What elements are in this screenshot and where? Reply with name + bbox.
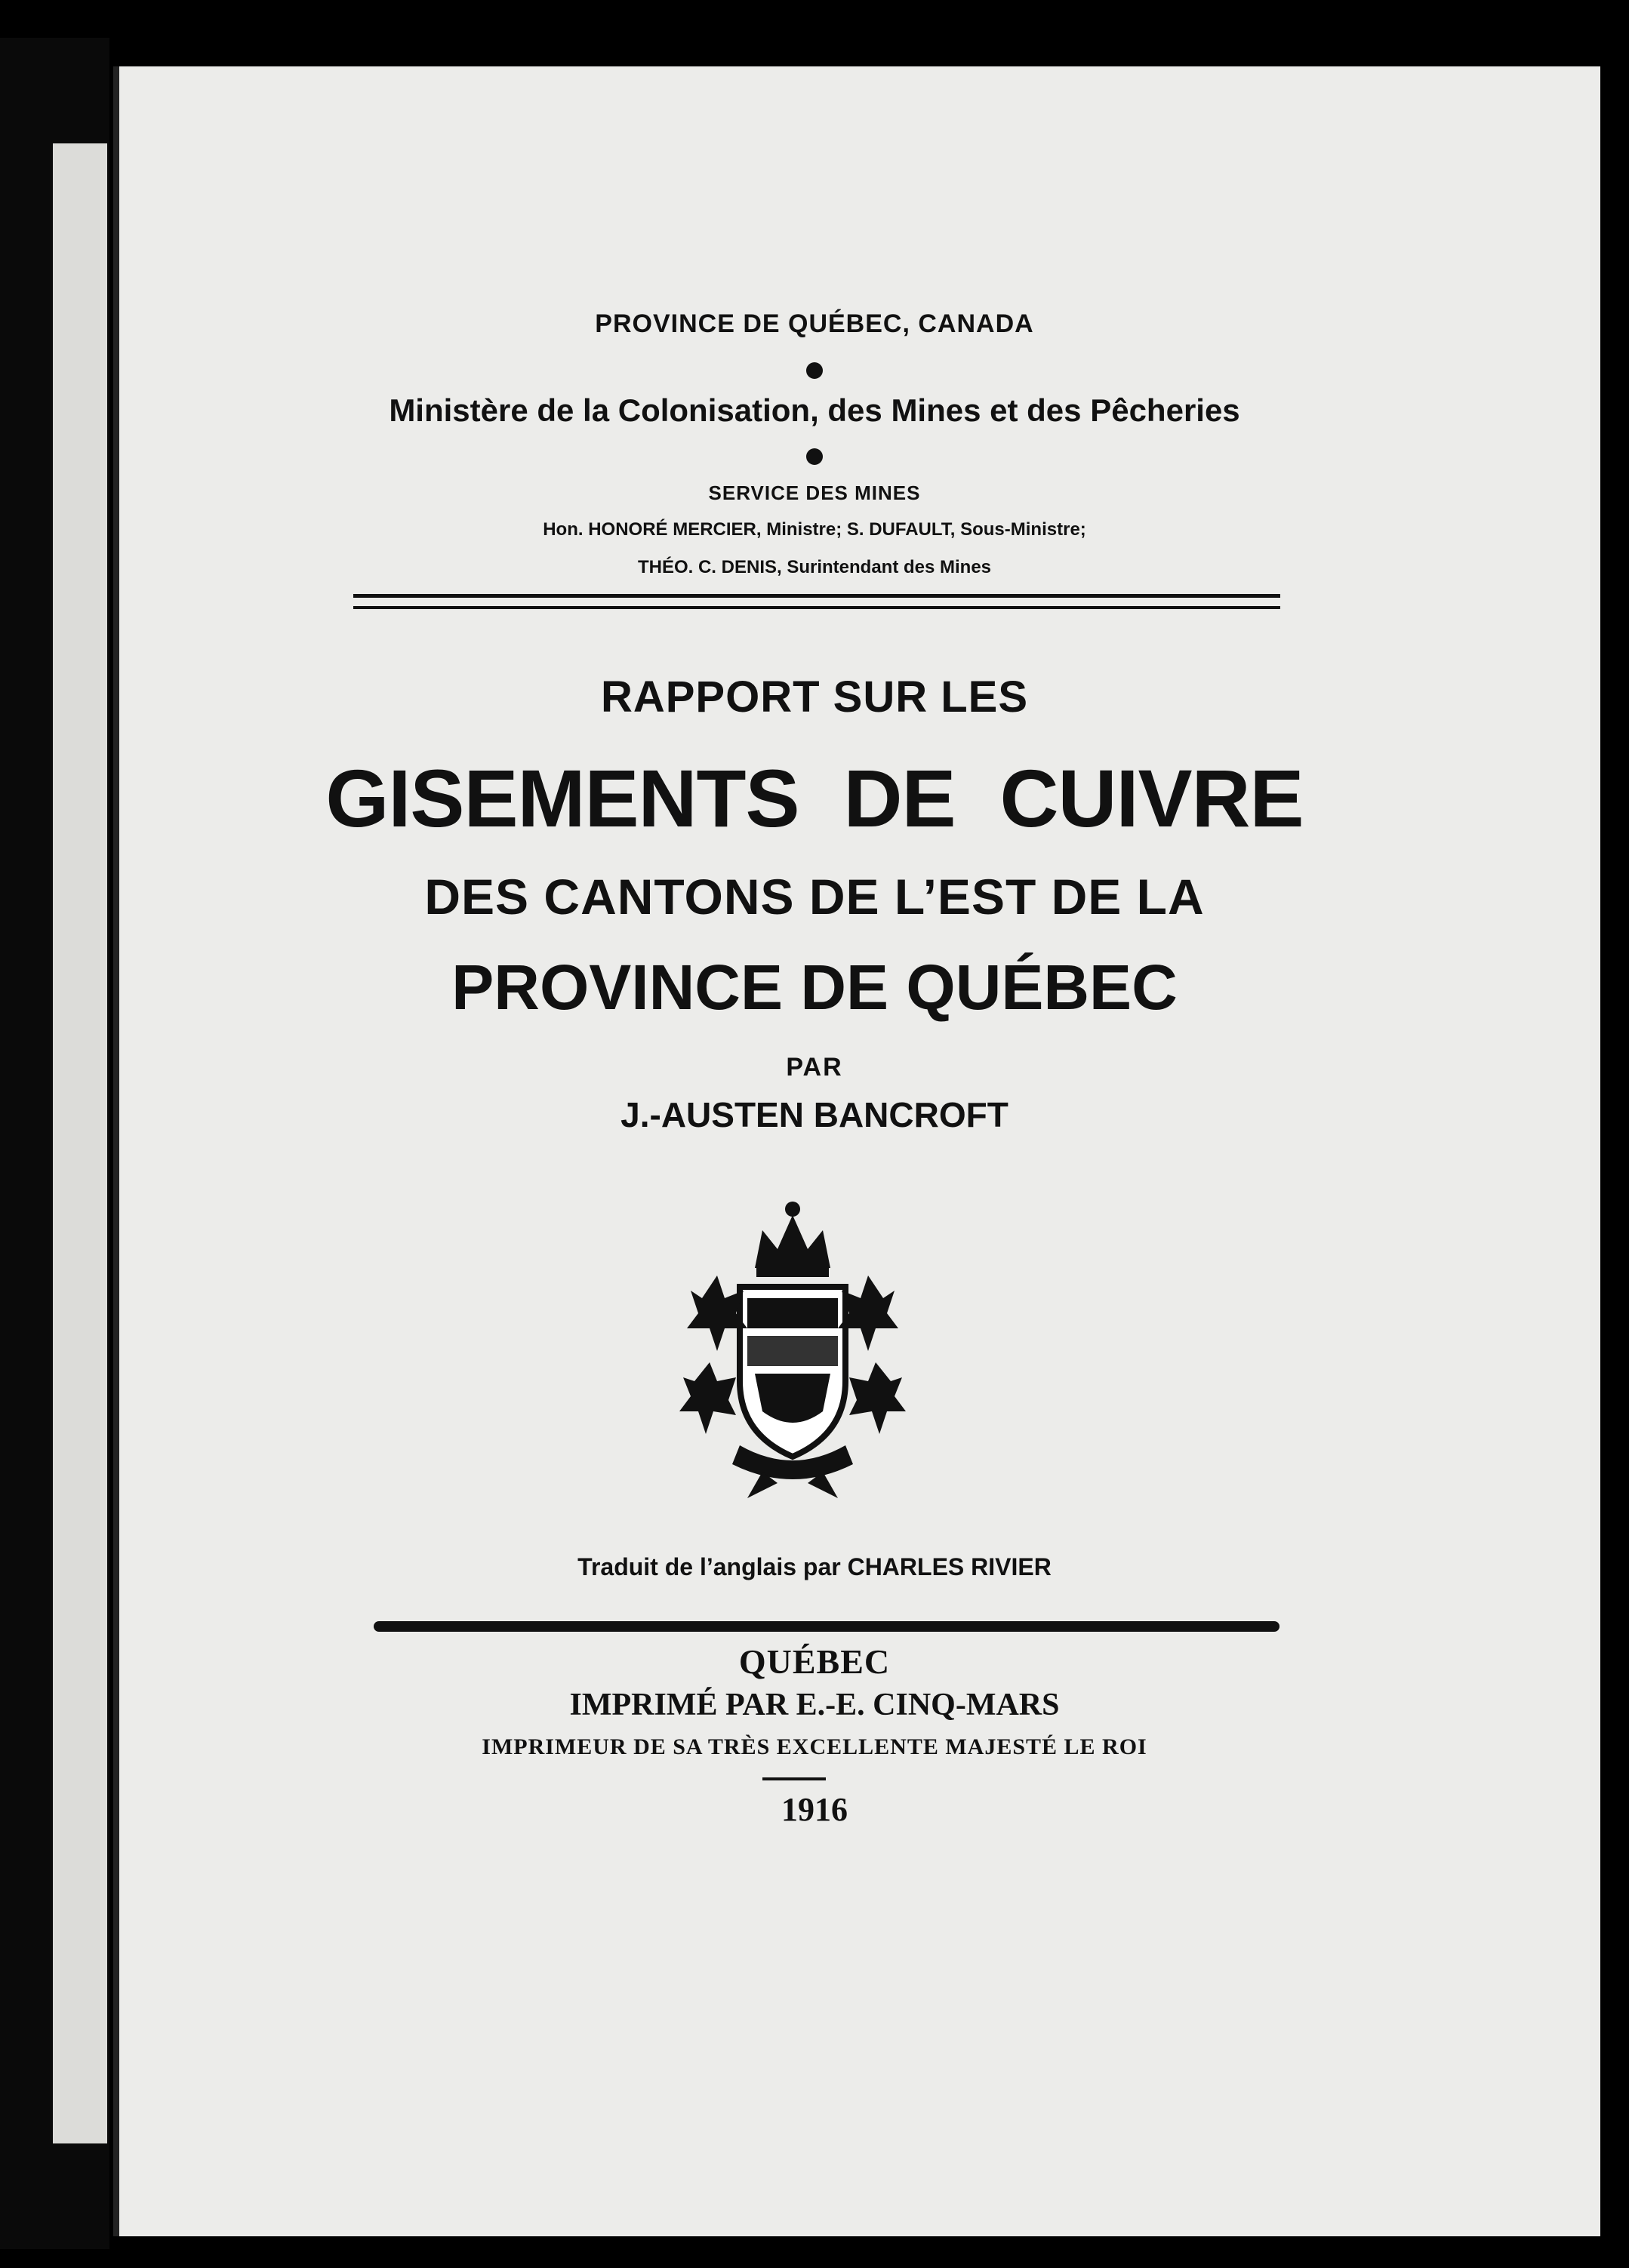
translation-credit: Traduit de l’anglais par CHARLES RIVIER <box>577 1553 1052 1580</box>
title-line-1: RAPPORT SUR LES <box>600 672 1029 722</box>
author-by: PAR <box>786 1053 843 1082</box>
province-line: PROVINCE DE QUÉBEC, CANADA <box>595 309 1034 338</box>
officials-line-1: Hon. HONORÉ MERCIER, Ministre; S. DUFAULT, Sous-Ministre; <box>543 519 1086 540</box>
officials-line-2: THÉO. C. DENIS, Surintendant des Mines <box>637 557 992 577</box>
scan-left-edge <box>0 38 109 2249</box>
separator-dot-2 <box>806 448 823 465</box>
title-line-3: DES CANTONS DE L’EST DE LA <box>424 869 1205 925</box>
title-line-2: GISEMENTS DE CUIVRE <box>325 752 1304 844</box>
imprint-printer: IMPRIMÉ PAR E.-E. CINQ-MARS <box>569 1688 1060 1722</box>
service-line: SERVICE DES MINES <box>708 482 921 504</box>
adjacent-page-edge <box>53 143 107 2143</box>
title-line-4: PROVINCE DE QUÉBEC <box>451 952 1178 1023</box>
ministry-line: Ministère de la Colonisation, des Mines et des Pêcheries <box>389 392 1240 428</box>
coat-of-arms-icon <box>672 1185 913 1502</box>
imprint-year: 1916 <box>781 1791 848 1828</box>
imprint-rule <box>374 1621 1279 1632</box>
year-rule <box>762 1777 826 1780</box>
separator-dot-1 <box>806 362 823 379</box>
header-rule-top <box>353 594 1280 598</box>
author-name: J.-AUSTEN BANCROFT <box>620 1095 1009 1134</box>
imprint-printer-title: IMPRIMEUR DE SA TRÈS EXCELLENTE MAJESTÉ LE ROI <box>482 1734 1147 1759</box>
imprint-city: QUÉBEC <box>738 1642 891 1681</box>
header-rule-bottom <box>353 606 1280 609</box>
